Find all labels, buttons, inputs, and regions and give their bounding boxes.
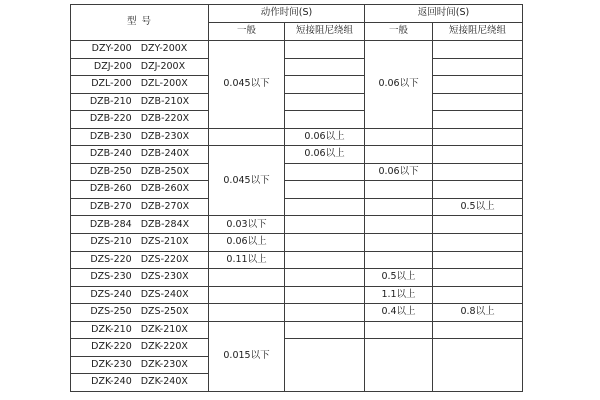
model-name: DZB-240 bbox=[89, 148, 132, 160]
return-general-cell bbox=[365, 128, 433, 146]
return-damping-cell bbox=[433, 251, 523, 269]
action-damping-header: 短接阻尼绕组 bbox=[285, 23, 365, 41]
model-cell bbox=[71, 339, 209, 357]
model-name: DZB-250 bbox=[89, 165, 132, 177]
model-name-variant: DZB-210X bbox=[140, 95, 190, 107]
return-damping-cell bbox=[433, 339, 523, 392]
model-name: DZB-230 bbox=[89, 130, 132, 142]
action-damping-cell bbox=[285, 163, 365, 181]
table-row bbox=[71, 41, 523, 59]
table-row bbox=[71, 198, 523, 216]
action-damping-cell bbox=[285, 269, 365, 287]
action-damping-cell bbox=[285, 234, 365, 252]
action-general-cell bbox=[209, 128, 285, 146]
model-name: DZB-260 bbox=[89, 183, 132, 195]
action-damping-cell: 0.06以上 bbox=[285, 128, 365, 146]
model-cell bbox=[71, 181, 209, 199]
action-damping-cell bbox=[285, 339, 365, 392]
model-cell bbox=[71, 58, 209, 76]
table-row bbox=[71, 128, 523, 146]
model-cell bbox=[71, 286, 209, 304]
model-name: DZK-220 bbox=[91, 341, 132, 353]
model-name: DZS-210 bbox=[90, 236, 132, 248]
model-name-variant: DZK-210X bbox=[140, 323, 188, 335]
action-damping-cell bbox=[285, 41, 365, 59]
action-damping-cell bbox=[285, 76, 365, 94]
model-cell bbox=[71, 198, 209, 216]
header-row-1 bbox=[71, 5, 523, 23]
model-cell bbox=[71, 216, 209, 234]
return-damping-cell bbox=[433, 216, 523, 234]
return-damping-cell bbox=[433, 163, 523, 181]
return-damping-header: 短接阻尼绕组 bbox=[433, 23, 523, 41]
model-cell bbox=[71, 304, 209, 322]
table-row bbox=[71, 269, 523, 287]
return-general-cell: 0.06以下 bbox=[365, 41, 433, 129]
model-name-variant: DZB-260X bbox=[140, 183, 190, 195]
model-name-variant: DZK-240X bbox=[140, 376, 188, 388]
action-damping-cell bbox=[285, 251, 365, 269]
model-name-variant: DZB-250X bbox=[140, 165, 190, 177]
action-damping-cell bbox=[285, 198, 365, 216]
table-row bbox=[71, 146, 523, 164]
model-cell bbox=[71, 163, 209, 181]
model-cell bbox=[71, 41, 209, 59]
return-damping-cell bbox=[433, 146, 523, 164]
model-name-variant: DZB-240X bbox=[140, 148, 190, 160]
model-cell bbox=[71, 374, 209, 392]
table-row bbox=[71, 111, 523, 129]
return-time-header: 返回时间(S) bbox=[365, 5, 523, 23]
model-cell bbox=[71, 269, 209, 287]
return-general-cell bbox=[365, 321, 433, 339]
action-damping-cell bbox=[285, 286, 365, 304]
return-damping-cell bbox=[433, 234, 523, 252]
return-damping-cell bbox=[433, 93, 523, 111]
model-cell bbox=[71, 146, 209, 164]
return-general-cell bbox=[365, 181, 433, 199]
table-row bbox=[71, 76, 523, 94]
model-name: DZB-220 bbox=[89, 113, 132, 125]
model-column-header: 型 号 bbox=[71, 5, 209, 41]
relay-timing-table bbox=[70, 4, 523, 392]
return-general-header: 一般 bbox=[365, 23, 433, 41]
model-name-variant: DZB-220X bbox=[140, 113, 190, 125]
action-damping-cell bbox=[285, 93, 365, 111]
model-name: DZK-230 bbox=[91, 358, 132, 370]
model-name: DZS-240 bbox=[90, 288, 132, 300]
action-general-cell: 0.11以上 bbox=[209, 251, 285, 269]
action-damping-cell bbox=[285, 58, 365, 76]
action-damping-cell: 0.06以上 bbox=[285, 146, 365, 164]
action-general-cell: 0.045以下 bbox=[209, 146, 285, 216]
model-name-variant: DZB-230X bbox=[140, 130, 190, 142]
model-name: DZJ-200 bbox=[93, 60, 132, 72]
table-row bbox=[71, 251, 523, 269]
action-general-cell: 0.03以下 bbox=[209, 216, 285, 234]
model-name-variant: DZY-200X bbox=[140, 43, 188, 55]
table-row bbox=[71, 339, 523, 357]
return-general-cell: 0.5以上 bbox=[365, 269, 433, 287]
model-cell bbox=[71, 93, 209, 111]
table-row bbox=[71, 58, 523, 76]
action-general-cell: 0.06以上 bbox=[209, 234, 285, 252]
action-damping-cell bbox=[285, 304, 365, 322]
model-name-variant: DZS-250X bbox=[140, 306, 189, 318]
return-general-cell bbox=[365, 234, 433, 252]
table-row bbox=[71, 181, 523, 199]
model-cell bbox=[71, 234, 209, 252]
model-name: DZK-240 bbox=[91, 376, 132, 388]
return-damping-cell bbox=[433, 286, 523, 304]
table-row bbox=[71, 286, 523, 304]
return-damping-cell bbox=[433, 321, 523, 339]
return-damping-cell bbox=[433, 76, 523, 94]
model-cell bbox=[71, 251, 209, 269]
action-damping-cell bbox=[285, 321, 365, 339]
action-general-cell: 0.045以下 bbox=[209, 41, 285, 129]
return-damping-cell bbox=[433, 58, 523, 76]
model-name-variant: DZL-200X bbox=[140, 78, 188, 90]
model-name: DZS-220 bbox=[90, 253, 132, 265]
table-row bbox=[71, 163, 523, 181]
return-damping-cell: 0.8以上 bbox=[433, 304, 523, 322]
model-name-variant: DZS-210X bbox=[140, 236, 189, 248]
model-cell bbox=[71, 321, 209, 339]
model-cell bbox=[71, 76, 209, 94]
return-general-cell bbox=[365, 251, 433, 269]
model-cell bbox=[71, 356, 209, 374]
model-name: DZL-200 bbox=[91, 78, 132, 90]
return-general-cell: 0.4以上 bbox=[365, 304, 433, 322]
action-damping-cell bbox=[285, 181, 365, 199]
model-cell bbox=[71, 128, 209, 146]
return-damping-cell bbox=[433, 41, 523, 59]
model-name-variant: DZS-230X bbox=[140, 271, 189, 283]
action-time-header: 动作时间(S) bbox=[209, 5, 365, 23]
model-cell bbox=[71, 111, 209, 129]
return-general-cell: 1.1以上 bbox=[365, 286, 433, 304]
action-general-cell bbox=[209, 269, 285, 287]
action-damping-cell bbox=[285, 111, 365, 129]
table-row bbox=[71, 304, 523, 322]
return-damping-cell bbox=[433, 128, 523, 146]
action-general-header: 一般 bbox=[209, 23, 285, 41]
model-name-variant: DZK-220X bbox=[140, 341, 188, 353]
model-name: DZB-210 bbox=[89, 95, 132, 107]
model-name: DZB-270 bbox=[89, 200, 132, 212]
return-general-cell: 0.06以下 bbox=[365, 163, 433, 181]
model-name: DZB-284 bbox=[89, 218, 132, 230]
model-name-variant: DZB-284X bbox=[140, 218, 190, 230]
model-name: DZY-200 bbox=[91, 43, 132, 55]
return-general-cell bbox=[365, 339, 433, 392]
model-name: DZK-210 bbox=[91, 323, 132, 335]
return-general-cell bbox=[365, 198, 433, 216]
return-damping-cell bbox=[433, 181, 523, 199]
table-row bbox=[71, 93, 523, 111]
action-general-cell bbox=[209, 286, 285, 304]
model-name-variant: DZK-230X bbox=[140, 358, 188, 370]
return-damping-cell: 0.5以上 bbox=[433, 198, 523, 216]
action-general-cell: 0.015以下 bbox=[209, 321, 285, 391]
model-name-variant: DZJ-200X bbox=[140, 60, 186, 72]
model-name-variant: DZS-220X bbox=[140, 253, 189, 265]
table-row bbox=[71, 216, 523, 234]
action-damping-cell bbox=[285, 216, 365, 234]
table-row bbox=[71, 234, 523, 252]
model-name: DZS-250 bbox=[90, 306, 132, 318]
action-general-cell bbox=[209, 304, 285, 322]
return-damping-cell bbox=[433, 269, 523, 287]
return-general-cell bbox=[365, 216, 433, 234]
return-damping-cell bbox=[433, 111, 523, 129]
model-name: DZS-230 bbox=[90, 271, 132, 283]
model-name-variant: DZB-270X bbox=[140, 200, 190, 212]
model-name-variant: DZS-240X bbox=[140, 288, 189, 300]
table-row bbox=[71, 321, 523, 339]
return-general-cell bbox=[365, 146, 433, 164]
